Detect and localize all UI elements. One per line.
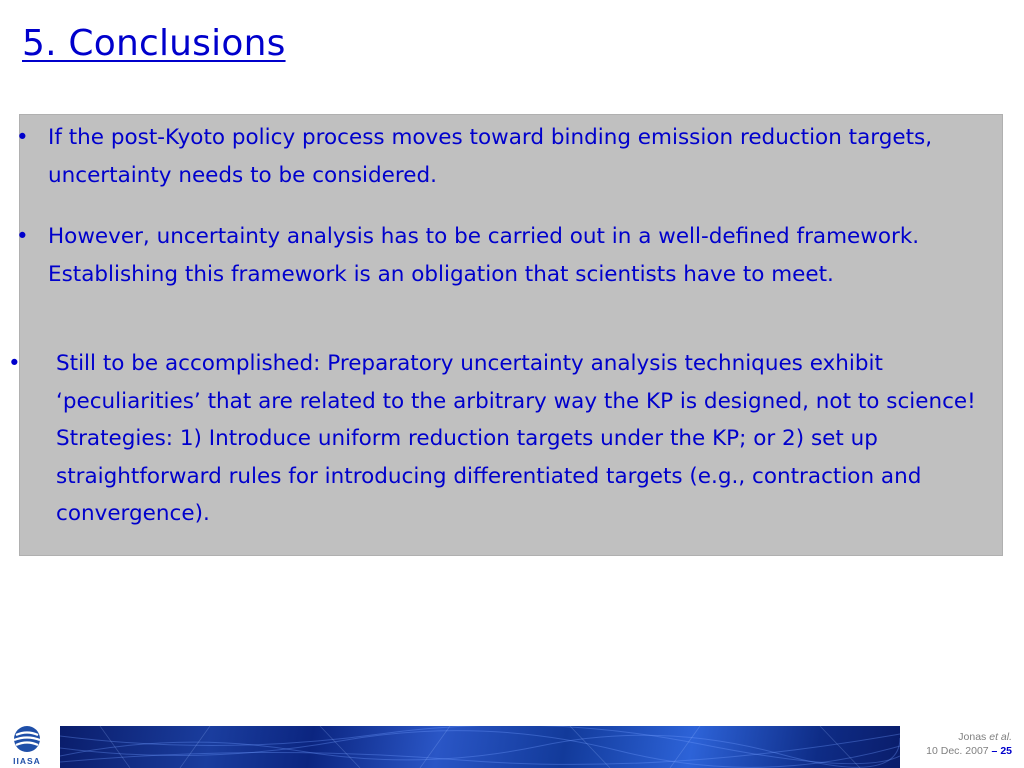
svg-text:IIASA: IIASA (13, 756, 41, 766)
iiasa-logo (8, 724, 46, 766)
bullet-marker: • (16, 125, 29, 150)
bullet-text: If the post-Kyoto policy process moves toward binding emission reduction targets, uncertainty needs to be considered. (48, 125, 933, 188)
slide-title: 5. Conclusions (22, 23, 286, 64)
footer-credit (926, 730, 1012, 758)
bullet-item-2 (16, 218, 1000, 293)
bullet-text: However, uncertainty analysis has to be carried out in a well-defined framework. Establishing this framework is an obligation that scientists have to meet. (48, 224, 920, 287)
footer-page-number: 25 (1000, 745, 1012, 757)
bullet-item-3 (8, 345, 1000, 533)
footer-banner (60, 726, 900, 768)
conclusions-box (8, 114, 1003, 556)
bullet-item-1 (16, 119, 1000, 194)
footer-author-suffix: et al. (989, 731, 1012, 743)
footer-separator: – (991, 745, 998, 757)
bullet-marker: • (8, 351, 21, 376)
bullet-text: Still to be accomplished: Preparatory uncertainty analysis techniques exhibit ‘peculiarities’ that are related to the arbitrary way the KP is designed, not to science! Strategies: 1) Introduce uniform reduction targets under the KP; or 2) set up straightforward rules for introducing differentiated targets (e.g., contraction and convergence). (56, 351, 976, 526)
footer-author: Jonas (958, 731, 987, 743)
bullet-marker: • (16, 224, 29, 249)
footer-date: 10 Dec. 2007 (926, 745, 989, 757)
